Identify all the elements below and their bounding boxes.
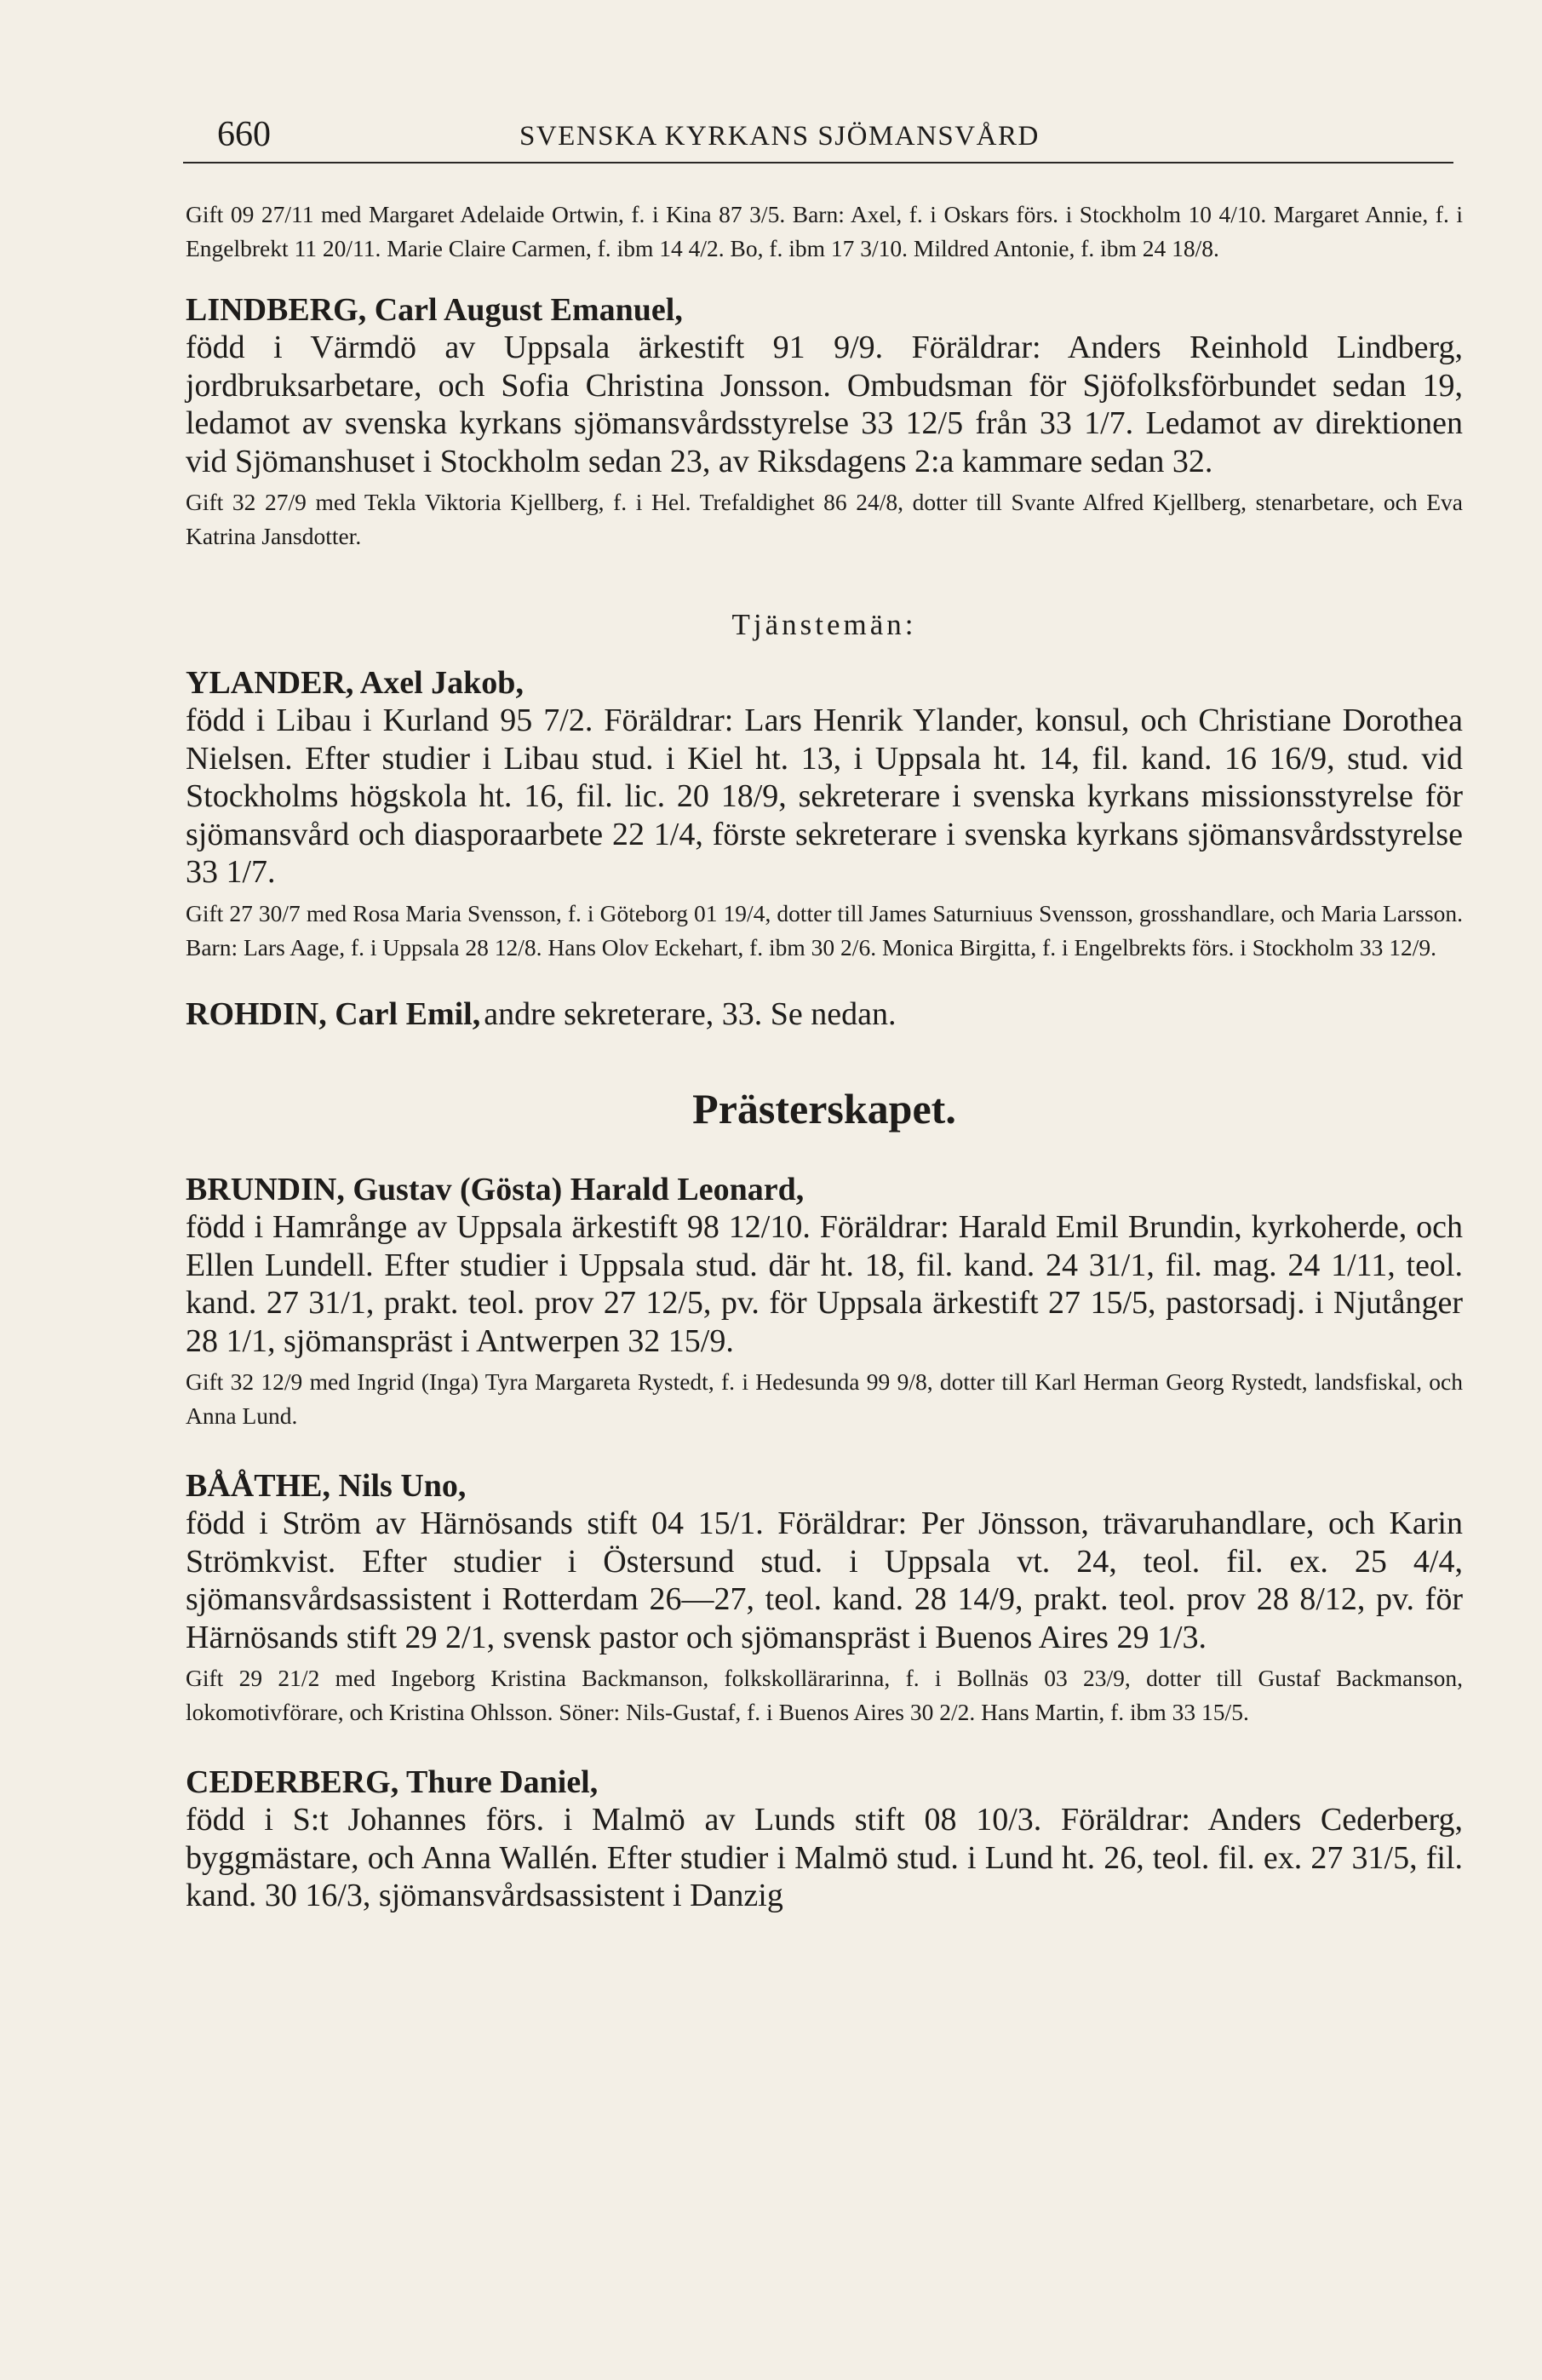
page-number: 660 <box>217 115 271 154</box>
entry-biography: född i Libau i Kurland 95 7/2. Föräldrar: Lars Henrik Ylander, konsul, och Christiane Dorothea Nielsen. Efter studier i Libau stud. i Kiel ht. 13, i Uppsala ht. 14, fil. kand. 16 16/9, stud. vid Stockholms högskola ht. 16, fil. lic. 20 18/9, sekreterare i svenska kyrkans missionsstyrelse för sjömansvård och diasporaarbete 22 1/4, förste sekreterare i svenska kyrkans sjömansvårdsstyrelse 33 1/7. <box>186 703 1463 890</box>
header-rule <box>183 162 1453 163</box>
entry-cederberg <box>186 1763 1463 1915</box>
entry-name: CEDERBERG, Thure Daniel, <box>186 1764 599 1800</box>
entry-name: YLANDER, Axel Jakob, <box>186 665 524 701</box>
entry-rohdin <box>186 995 1463 1034</box>
entry-ylander <box>186 664 1463 965</box>
page-header <box>183 114 1453 165</box>
entry-biography: född i S:t Johannes förs. i Malmö av Lunds stift 08 10/3. Föräldrar: Anders Cederberg, byggmästare, och Anna Wallén. Efter studier i Malmö stud. i Lund ht. 26, teol. fil. ex. 27 31/5, fil. kand. 30 16/3, sjömansvårdsassistent i Danzig <box>186 1802 1463 1913</box>
running-title: SVENSKA KYRKANS SJÖMANSVÅRD <box>519 121 1040 152</box>
entry-name: BÅÅTHE, Nils Uno, <box>186 1468 467 1504</box>
continuation-marriage-note: Gift 09 27/11 med Margaret Adelaide Ortwin, f. i Kina 87 3/5. Barn: Axel, f. i Oskars förs. i Stockholm 10 4/10. Margaret Annie, f. i Engelbrekt 11 20/11. Marie Claire Carmen, f. ibm 14 4/2. Bo, f. ibm 17 3/10. Mildred Antonie, f. ibm 24 18/8. <box>186 201 1463 261</box>
entry-baathe <box>186 1467 1463 1729</box>
entry-name: BRUNDIN, Gustav (Gösta) Harald Leonard, <box>186 1172 805 1207</box>
entry-marriage-note: Gift 32 12/9 med Ingrid (Inga) Tyra Margareta Rystedt, f. i Hedesunda 99 9/8, dotter till Karl Herman Georg Rystedt, landsfiskal, och Anna Lund. <box>186 1368 1463 1429</box>
entry-name: ROHDIN, Carl Emil, <box>186 995 481 1032</box>
entry-marriage-note: Gift 27 30/7 med Rosa Maria Svensson, f. i Göteborg 01 19/4, dotter till James Saturniuus Svensson, grosshandlare, och Maria Larsson. Barn: Lars Aage, f. i Uppsala 28 12/8. Hans Olov Eckehart, f. ibm 30 2/6. Monica Birgitta, f. i Engelbrekts förs. i Stockholm 33 12/9. <box>186 899 1463 961</box>
entry-biography: född i Ström av Härnösands stift 04 15/1. Föräldrar: Per Jönsson, trävaruhandlare, och Karin Strömkvist. Efter studier i Östersund stud. i Uppsala vt. 24, teol. fil. ex. 25 4/4, sjömansvårdsassistent i Rotterdam 26—27, teol. kand. 28 14/9, prakt. teol. prov 28 8/12, pv. för Härnösands stift 29 2/1, svensk pastor och sjömanspräst i Buenos Aires 29 1/3. <box>186 1505 1463 1655</box>
entry-biography: född i Värmdö av Uppsala ärkestift 91 9/9. Föräldrar: Anders Reinhold Lindberg, jordbruksarbetare, och Sofia Christina Jonsson. Ombudsman för Sjöfolksförbundet sedan 19, ledamot av svenska kyrkans sjömansvårdsstyrelse 33 12/5 från 33 1/7. Ledamot av direktionen vid Sjömanshuset i Stockholm sedan 23, av Riksdagens 2:a kammare sedan 32. <box>186 330 1463 479</box>
entry-lindberg <box>186 291 1463 553</box>
entry-marriage-note: Gift 29 21/2 med Ingeborg Kristina Backmanson, folkskollärarinna, f. i Bollnäs 03 23/9, dotter till Gustaf Backmanson, lokomotivförare, och Kristina Ohlsson. Söner: Nils-Gustaf, f. i Buenos Aires 30 2/2. Hans Martin, f. ibm 33 15/5. <box>186 1665 1463 1725</box>
entry-name: LINDBERG, Carl August Emanuel, <box>186 292 683 328</box>
page-content <box>186 198 1463 1915</box>
entry-marriage-note: Gift 32 27/9 med Tekla Viktoria Kjellberg, f. i Hel. Trefaldighet 86 24/8, dotter till Svante Alfred Kjellberg, stenarbetare, och Eva Katrina Jansdotter. <box>186 489 1463 549</box>
section-title-clergy: Prästerskapet. <box>692 1085 956 1133</box>
section-label-officials: Tjänstemän: <box>731 608 917 641</box>
entry-brundin <box>186 1171 1463 1433</box>
entry-biography: född i Hamrånge av Uppsala ärkestift 98 12/10. Föräldrar: Harald Emil Brundin, kyrkoherde, och Ellen Lundell. Efter studier i Uppsala stud. där ht. 18, fil. kand. 24 31/1, fil. mag. 24 1/11, teol. kand. 27 31/1, prakt. teol. prov 27 12/5, pv. för Uppsala ärkestift 27 15/5, pastorsadj. i Njutånger 28 1/1, sjömanspräst i Antwerpen 32 15/9. <box>186 1209 1463 1359</box>
entry-reference: andre sekreterare, 33. Se nedan. <box>484 995 897 1032</box>
